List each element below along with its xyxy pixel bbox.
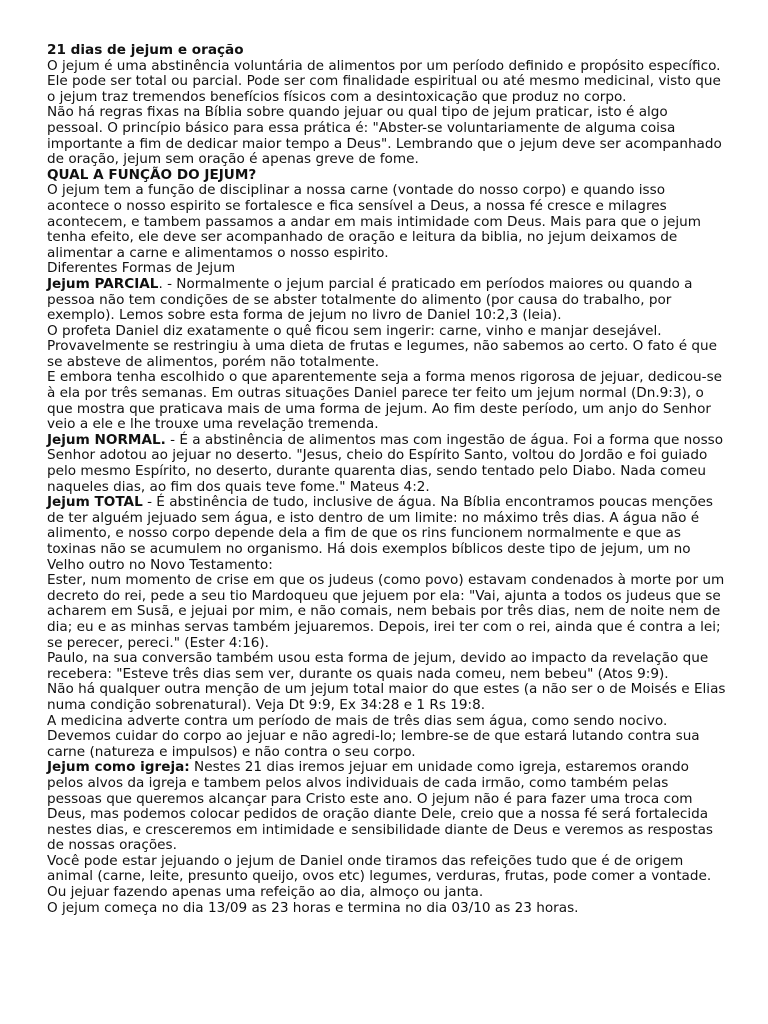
normal-fast-text: - É a abstinência de alimentos mas com ingestão de água. Foi a forma que nosso Senhor adotou ao jejuar no deserto. "Jesus, cheio do Espírito Santo, voltou do Jordão e foi guiado pelo mesmo Espírito, no deserto, durante quarenta dias, sendo tentado pelo Diabo. Nada comeu naqueles dias, ao fim dos quais teve fome." Mateus 4:2. [47, 431, 724, 495]
function-heading: QUAL A FUNÇÃO DO JEJUM? [47, 166, 257, 183]
total-fast-label: Jejum TOTAL [47, 494, 143, 511]
church-fast-paragraph [47, 760, 727, 854]
document-body [47, 43, 727, 916]
medicine-paragraph: A medicina adverte contra um período de mais de três dias sem água, como sendo nocivo. Devemos cuidar do corpo ao jejuar e não agredi-lo; lembre-se de que estará lutando contra sua carne (natureza e impulsos) e não contra o seu corpo. [47, 712, 700, 760]
intro-paragraph: O jejum é uma abstinência voluntária de alimentos por um período definido e propósito específico. Ele pode ser total ou parcial. Pode ser com finalidade espiritual ou até mesmo medicinal, visto que o jejum traz tremendos benefícios físicos com a desintoxicação que produz no corpo. [47, 57, 721, 105]
no-other-paragraph: Não há qualquer outra menção de um jejum total maior do que estes (a não ser o de Moisés e Elias numa condição sobrenatural). Veja Dt 9:9, Ex 34:28 e 1 Rs 19:8. [47, 681, 726, 713]
ester-paragraph: Ester, num momento de crise em que os judeus (como povo) estavam condenados à morte por um decreto do rei, pede a seu tio Mardoqueu que jejuem por ela: "Vai, ajunta a todos os judeus que se acharem em Susã, e jejuai por mim, e não comais, nem bebais por três dias, nem de noite nem de dia; eu e as minhas servas também jejuaremos. Depois, irei ter com o rei, ainda que é contra a lei; se perecer, pereci." (Ester 4:16). [47, 572, 725, 651]
normal-fast-label: Jejum NORMAL. [47, 431, 166, 448]
church-fast-text: Nestes 21 dias iremos jejuar em unidade como igreja, estaremos orando pelos alvos da igreja e tambem pelos alvos individuais de cada irmão, como também pelas pessoas que queremos alcançar para Cristo este ano. O jejum não é para fazer uma troca com Deus, mas podemos colocar pedidos de oração diante Dele, creio que a nossa fé será fortalecida nestes dias, e cresceremos em intimidade e sensibilidade diante de Deus e veremos as respostas de nossas orações. [47, 759, 713, 854]
partial-fast-paragraph [47, 277, 727, 324]
daniel-fast-paragraph: Você pode estar jejuando o jejum de Daniel onde tiramos das refeições tudo que é de origem animal (carne, leite, presunto queijo, ovos etc) legumes, verduras, frutas, pode comer a vontade. Ou jejuar fazendo apenas uma refeição ao dia, almoço ou janta. [47, 852, 712, 901]
document-title: 21 dias de jejum e oração [47, 42, 244, 58]
daniel-paragraph: O profeta Daniel diz exatamente o quê ficou sem ingerir: carne, vinho e manjar desejável. Provavelmente se restringiu à uma dieta de frutas e legumes, não sabemos ao certo. O fato é que se absteve de alimentos, porém não totalmente. [47, 322, 717, 370]
forms-heading: Diferentes Formas de Jejum [47, 260, 236, 277]
schedule-paragraph: O jejum começa no dia 13/09 as 23 horas e termina no dia 03/10 as 23 horas. [47, 899, 579, 916]
paulo-paragraph: Paulo, na sua conversão também usou esta forma de jejum, devido ao impacto da revelação que recebera: "Esteve três dias sem ver, durante os quais nada comeu, nem bebeu" (Atos 9:9). [47, 650, 709, 682]
normal-fast-paragraph [47, 433, 727, 495]
total-fast-text: - É abstinência de tudo, inclusive de água. Na Bíblia encontramos poucas menções de ter alguém jejuado sem água, e isto dentro de um limite: no máximo três dias. A água não é alimento, e nosso corpo depende dela a fim de que os rins funcionem normalmente e que as toxinas não se acumulem no organismo. Há dois exemplos bíblicos deste tipo de jejum, um no Velho outro no Novo Testamento: [47, 494, 713, 573]
rules-paragraph: Não há regras fixas na Bíblia sobre quando jejuar ou qual tipo de jejum praticar, isto é algo pessoal. O princípio básico para essa prática é: "Abster-se voluntariamente de alguma coisa importante a fim de dedicar maior tempo a Deus". Lembrando que o jejum deve ser acompanhado de oração, jejum sem oração é apenas greve de fome. [47, 104, 722, 168]
function-paragraph: O jejum tem a função de disciplinar a nossa carne (vontade do nosso corpo) e quando isso acontece o nosso espirito se fortalesce e fica sensível a Deus, a nossa fé cresce e milagres acontecem, e tambem passamos a andar em mais intimidade com Deus. Mais para que o jejum tenha efeito, ele deve ser acompanhado de oração e leitura da biblia, no jejum deixamos de alimentar a carne e alimentamos o nosso espirito. [47, 182, 701, 261]
total-fast-paragraph [47, 495, 727, 573]
daniel-choice-paragraph: E embora tenha escolhido o que aparentemente seja a forma menos rigorosa de jejuar, dedicou-se à ela por três semanas. Em outras situações Daniel parece ter feito um jejum normal (Dn.9:3), o que mostra que praticava mais de uma forma de jejum. Ao fim deste período, um anjo do Senhor veio a ele e lhe trouxe uma revelação tremenda. [47, 369, 723, 433]
partial-fast-text: . - Normalmente o jejum parcial é praticado em períodos maiores ou quando a pessoa não tem condições de se abster totalmente do alimento (por causa do trabalho, por exemplo). Lemos sobre esta forma de jejum no livro de Daniel 10:2,3 (leia). [47, 275, 693, 324]
partial-fast-label: Jejum PARCIAL [47, 275, 159, 292]
church-fast-label: Jejum como igreja: [47, 759, 190, 776]
